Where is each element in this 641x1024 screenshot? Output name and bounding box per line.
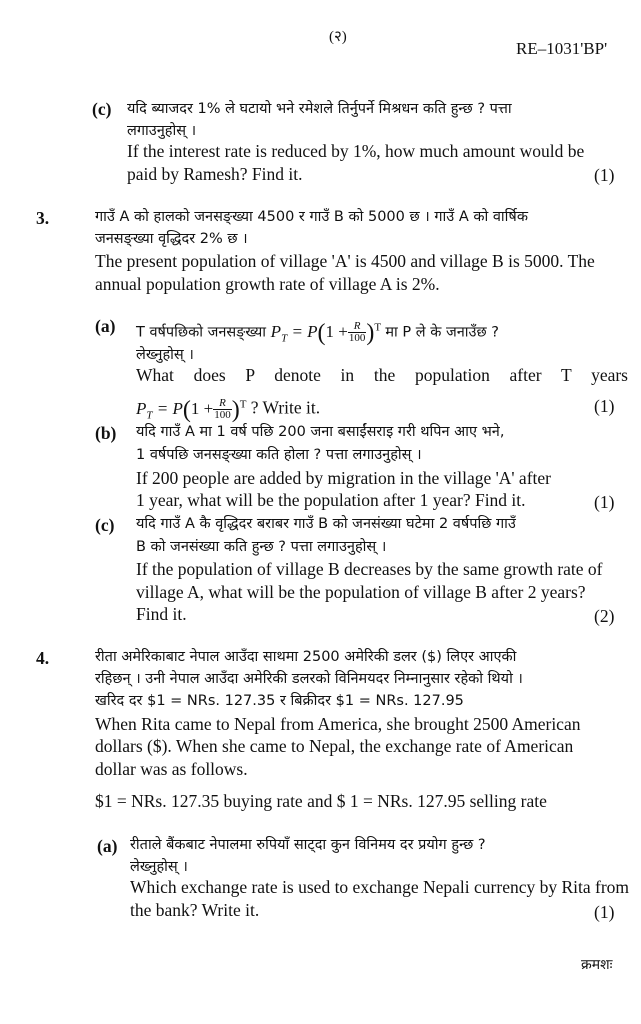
q4-english-line-1: When Rita came to Nepal from America, she brought 2500 American (95, 714, 581, 734)
q3a-english-line-1: What does P denote in the population after T years (136, 365, 628, 385)
q3a-english-post: ? Write it. (250, 397, 321, 418)
q4a-english-line-2: the bank? Write it. (130, 900, 260, 920)
q3a-marks: (1) (594, 396, 615, 416)
q3-nepali-line-2: जनसङ्ख्या वृद्धिदर 2% छ । (95, 231, 248, 247)
formula-frac-num: R (348, 321, 367, 334)
q4-english-line-3: dollar was as follows. (95, 759, 248, 779)
formula2-frac-num: R (213, 398, 232, 411)
formula2-p: P (136, 398, 147, 418)
q2c-nepali-line-2: लगाउनुहोस् । (127, 123, 197, 139)
formula-equals-p: = P (291, 321, 318, 341)
q4a-nepali-line-1: रीताले बैंकबाट नेपालमा रुपियाँ साट्दा कुन विनिमय दर प्रयोग हुन्छ ? (130, 837, 486, 853)
continued-note: क्रमशः (581, 957, 613, 973)
q3c-english-line-1: If the population of village B decreases by the same growth rate of (136, 559, 603, 579)
q3c-marks: (2) (594, 606, 615, 626)
q2c-english-line-2: paid by Ramesh? Find it. (127, 164, 303, 184)
q3c-label: (c) (95, 515, 115, 535)
q3c-nepali-line-1: यदि गाउँ A कै वृद्धिदर बराबर गाउँ B को जनसंख्या घटेमा 2 वर्षपछि गाउँ (136, 516, 516, 532)
q3a-label: (a) (95, 316, 116, 336)
q3b-nepali-line-1: यदि गाउँ A मा 1 वर्ष पछि 200 जना बसाईंसराइ गरी थपिन आए भने, (136, 424, 505, 440)
q3a-nepali-post: मा P ले के जनाउँछ ? (385, 324, 499, 341)
q3-english-line-1: The present population of village 'A' is 4500 and village B is 5000. The (95, 251, 595, 271)
q4-nepali-line-1: रीता अमेरिकाबाट नेपाल आउँदा साथमा 2500 अमेरिकी डलर ($) लिएर आएकी (95, 649, 517, 665)
q4a-english-line-1: Which exchange rate is used to exchange Nepali currency by Rita from (130, 877, 630, 897)
q4-english-line-2: dollars ($). When she came to Nepal, the exchange rate of American (95, 736, 574, 756)
formula-sub-t: T (281, 332, 288, 345)
population-formula-2: $P_T = P(1$ + $\frac{R}{100}$ )$^T$ (136, 396, 247, 423)
population-formula: $P_T = P(1$ + $\frac{R}{100}$ )$^T$ (270, 319, 382, 346)
page-number: (२) (329, 29, 347, 45)
q3-nepali-line-1: गाउँ A को हालको जनसङ्ख्या 4500 र गाउँ B को 5000 छ । गाउँ A को वार्षिक (95, 209, 528, 225)
paper-code: RE–1031'BP' (516, 39, 608, 58)
q4-nepali-line-2: रहिछन् । उनी नेपाल आउँदा अमेरिकी डलरको विनिमयदर निम्नानुसार रहेको थियो । (95, 671, 523, 687)
q4a-nepali-line-2: लेख्नुहोस् । (130, 859, 188, 875)
formula-frac-den: 100 (348, 332, 366, 345)
q4a-label: (a) (97, 836, 118, 856)
q2c-marks: (1) (594, 165, 615, 185)
formula2-frac-den: 100 (214, 409, 231, 422)
q3c-english-line-2: village A, what will be the population of village B after 2 years? (136, 582, 586, 602)
formula-p: P (270, 321, 282, 341)
q3b-marks: (1) (594, 492, 615, 512)
exchange-rate-line: $1 = NRs. 127.35 buying rate and $ 1 = NRs. 127.95 selling rate (95, 791, 547, 811)
q2c-english-line-1: If the interest rate is reduced by 1%, how much amount would be (127, 141, 585, 161)
formula2-equals-p: = P (156, 398, 183, 418)
q2c-label: (c) (92, 99, 112, 119)
q4a-marks: (1) (594, 902, 615, 922)
q3-number: 3. (36, 208, 50, 228)
q3a-nepali-pre: T वर्षपछिको जनसङ्ख्या (136, 324, 267, 341)
q3b-english-line-1: If 200 people are added by migration in the village 'A' after (136, 468, 551, 488)
q4-nepali-line-3: खरिद दर $1 = NRs. 127.35 र बिक्रीदर $1 = NRs. 127.95 (95, 693, 464, 709)
q3b-english-line-2: 1 year, what will be the population after 1 year? Find it. (136, 490, 526, 510)
q3a-nepali-line-2: लेख्नुहोस् । (136, 347, 194, 363)
formula-exponent: T (374, 321, 382, 333)
q3c-nepali-line-2: B को जनसंख्या कति हुन्छ ? पत्ता लगाउनुहोस् । (136, 539, 387, 555)
q3b-label: (b) (95, 423, 117, 443)
q3-english-line-2: annual population growth rate of village A is 2%. (95, 274, 440, 294)
formula2-one-plus: 1 + (190, 398, 214, 418)
q2c-nepali-line-1: यदि ब्याजदर 1% ले घटायो भने रमेशले तिर्नुपर्ने मिश्रधन कति हुन्छ ? पत्ता (127, 101, 512, 117)
formula-one-plus: 1 + (325, 321, 348, 341)
formula2-exponent: T (239, 398, 247, 410)
formula2-sub-t: T (146, 409, 153, 422)
q3b-nepali-line-2: 1 वर्षपछि जनसङ्ख्या कति होला ? पत्ता लगाउनुहोस् । (136, 447, 422, 463)
q3c-english-line-3: Find it. (136, 604, 187, 624)
q4-number: 4. (36, 648, 50, 668)
